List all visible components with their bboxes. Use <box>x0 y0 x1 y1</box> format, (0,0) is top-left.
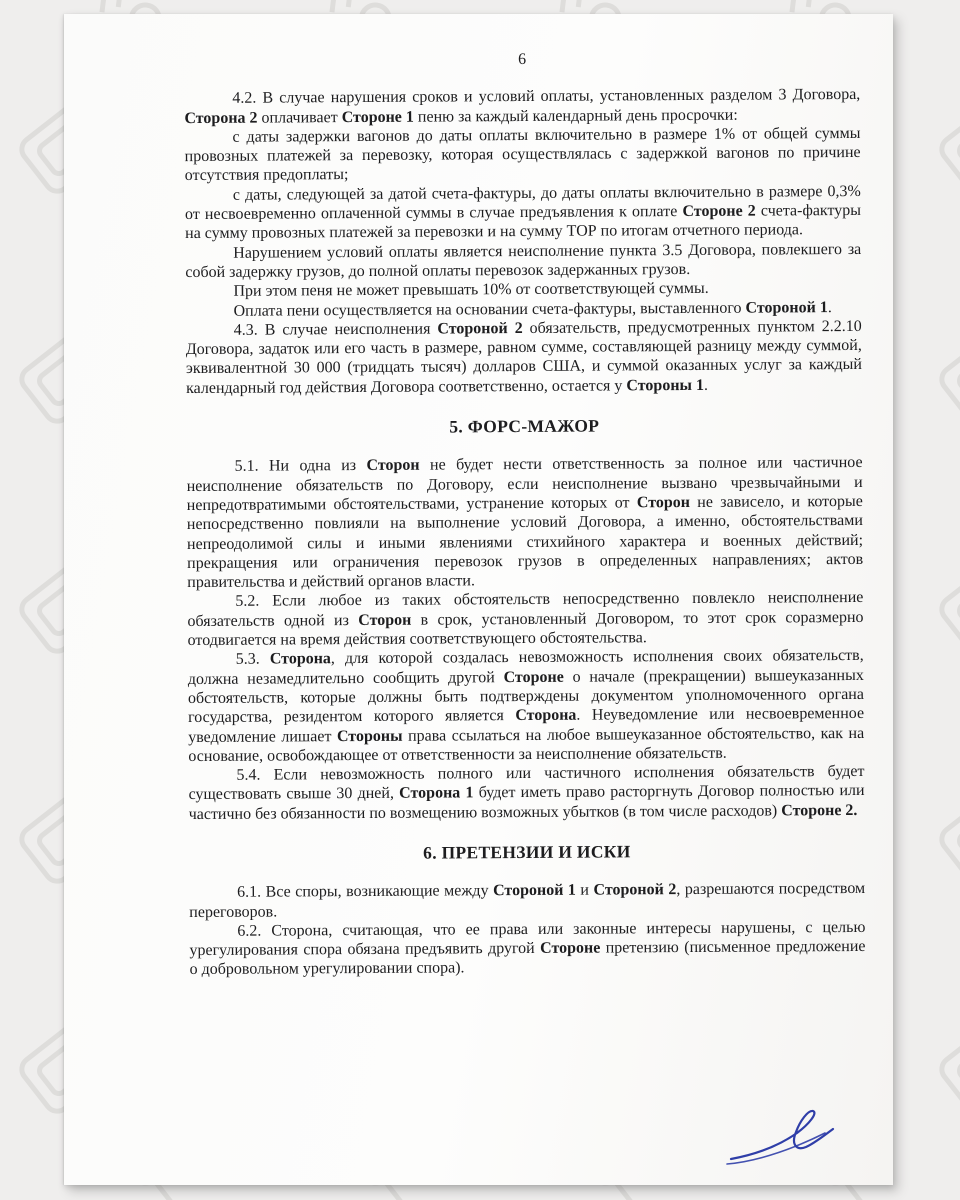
bold-run: Сторона 1 <box>399 784 474 803</box>
text-run: не зависело, и которые непосредственно повлияли на выполнение условий Договора, а именно, обстоятельствами непреодолимой силы и иными явлениями стихийного характера и военных действий; прекращения или ограничения перевозок грузов в определенных направлениях; актов правительства и действий органов власти. <box>186 492 864 592</box>
paragraph <box>186 453 863 592</box>
text-run: . <box>827 298 832 316</box>
text-run: , разрешаются посредством переговоров. <box>189 880 866 921</box>
bold-run: Стороне <box>503 668 564 686</box>
bold-run: Стороной 1 <box>493 881 576 900</box>
text-run: 5.3. <box>235 650 270 669</box>
section-heading: 5. ФОРС-МАЖОР <box>449 415 600 437</box>
text-run: будет иметь право расторгнуть Договор полностью или частично без обязанности по возмещению возможных убытков (в том числе расходов) <box>188 782 865 823</box>
bold-run: Стороне <box>540 939 601 958</box>
text-run: обязательств, предусмотренных пунктом 2.2.10 Договора, задаток или его часть в размере, равном сумме, составляющей разницу между суммой, эквивалентной 30 000 (тридцать тысяч) долларов США, и суммой оказанных услуг за каждый календарный год действия Договора соответственно, остается у <box>185 317 862 397</box>
paragraph <box>185 182 861 244</box>
text-run: претензию (письменное предложение о добровольном урегулировании спора). <box>189 938 866 979</box>
bold-run: Стороной 2 <box>437 319 523 338</box>
text-run: права ссылаться на любое вышеуказанное обстоятельство, как на основание, освобождающее от ответственности за неисполнение обязательств. <box>188 724 865 765</box>
paragraph <box>184 85 860 128</box>
text-run: в срок, установленный Договором, то этот срок соразмерно отодвигается на время действия соответствующего обстоятельства. <box>187 608 864 650</box>
bold-run: Сторон <box>366 456 420 475</box>
paragraph <box>188 646 865 766</box>
text-run: Оплата пени осуществляется на основании счета-фактуры, выставленного <box>233 299 746 320</box>
bold-run: Сторона <box>515 706 577 725</box>
text-run: оплачивает <box>257 108 342 127</box>
text-run: не будет нести ответственность за полное или частичное неисполнение обязательств по Договору, если неисполнение вызвано чрезвычайными и непредотвратимыми обстоятельствами, устранение которых от <box>186 454 863 514</box>
bold-run: Стороны <box>336 727 403 745</box>
bold-run: Стороне 2 <box>682 202 756 221</box>
text-run: 4.2. В случае нарушения сроков и условий оплаты, установленных разделом 3 Договора, <box>232 86 861 108</box>
paragraph <box>189 879 865 922</box>
text-run: с даты, следующей за датой счета-фактуры, до даты оплаты включительно в размере 0,3% от несвоевременно оплаченной суммы в случае предъявления к оплате <box>184 182 861 224</box>
bold-run: Стороне 2. <box>781 801 858 820</box>
bold-run: Сторона <box>269 650 331 668</box>
bold-run: Стороной 2 <box>593 881 677 899</box>
document-page <box>64 14 893 1185</box>
signature-flourish <box>725 1107 847 1171</box>
text-run: 6.1. Все споры, возникающие между <box>237 882 494 902</box>
paragraph <box>185 240 861 283</box>
paragraph <box>184 124 860 186</box>
text-run: 6.2. Сторона, считающая, что ее права или законные интересы нарушены, с целью урегулирования спора обязана предъявить другой <box>189 918 866 960</box>
bold-run: Стороне 1 <box>341 108 414 126</box>
section-heading: 6. ПРЕТЕНЗИИ И ИСКИ <box>423 841 631 863</box>
text-run: 5.1. Ни одна из <box>234 457 367 476</box>
text-run: и <box>575 881 594 899</box>
text-run: , для которой создалась невозможность исполнения своих обязательств, должна незамедлительно сообщить другой <box>187 647 864 688</box>
page-number: 6 <box>518 50 527 69</box>
bold-run: Стороны 1 <box>626 376 705 395</box>
paragraph <box>187 588 863 650</box>
text-run: с даты задержки вагонов до даты оплаты включительно в размере 1% от общей суммы провозных платежей за перевозку, которая осуществлялась с задержкой вагонов по причине отсутствия предоплаты; <box>184 124 861 185</box>
paragraph <box>188 762 864 824</box>
text-run: Нарушением условий оплаты является неисполнение пункта 3.5 Договора, повлекшего за собой задержку грузов, до полной оплаты перевозок задержанных грузов. <box>185 240 862 282</box>
bold-run: Сторона 2 <box>184 109 258 127</box>
text-run: . <box>703 376 709 394</box>
paragraph <box>189 918 865 980</box>
bold-run: Сторон <box>636 493 690 512</box>
text-run: 4.3. В случае неисполнения <box>233 320 438 339</box>
text-run: 5.2. Если любое из таких обстоятельств непосредственно повлекло неисполнение обязательств одной из <box>187 589 864 630</box>
bold-run: Сторон <box>358 611 412 629</box>
text-run: о начале (прекращении) вышеуказанных обстоятельств, которые должны быть подтверждены документом уполномоченного органа государства, резидентом которого является <box>187 666 864 727</box>
paragraph <box>186 317 862 398</box>
text-run: При этом пеня не может превышать 10% от соответствующей суммы. <box>233 280 709 301</box>
text-run: пеню за каждый календарный день просрочки: <box>413 106 738 126</box>
bold-run: Стороной 1 <box>745 298 828 317</box>
document-body <box>184 85 865 980</box>
document-content <box>184 48 866 980</box>
signature-stroke-tail <box>727 1133 825 1164</box>
text-run: . Неуведомление или несвоевременное уведомление лишает <box>188 705 865 746</box>
text-run: счета-фактуры на сумму провозных платежей за перевозки и на сумму ТОР по итогам отчетного периода. <box>185 202 862 243</box>
text-run: 5.4. Если невозможность полного или частичного исполнения обязательств будет существовать свыше 30 дней, <box>188 763 865 804</box>
